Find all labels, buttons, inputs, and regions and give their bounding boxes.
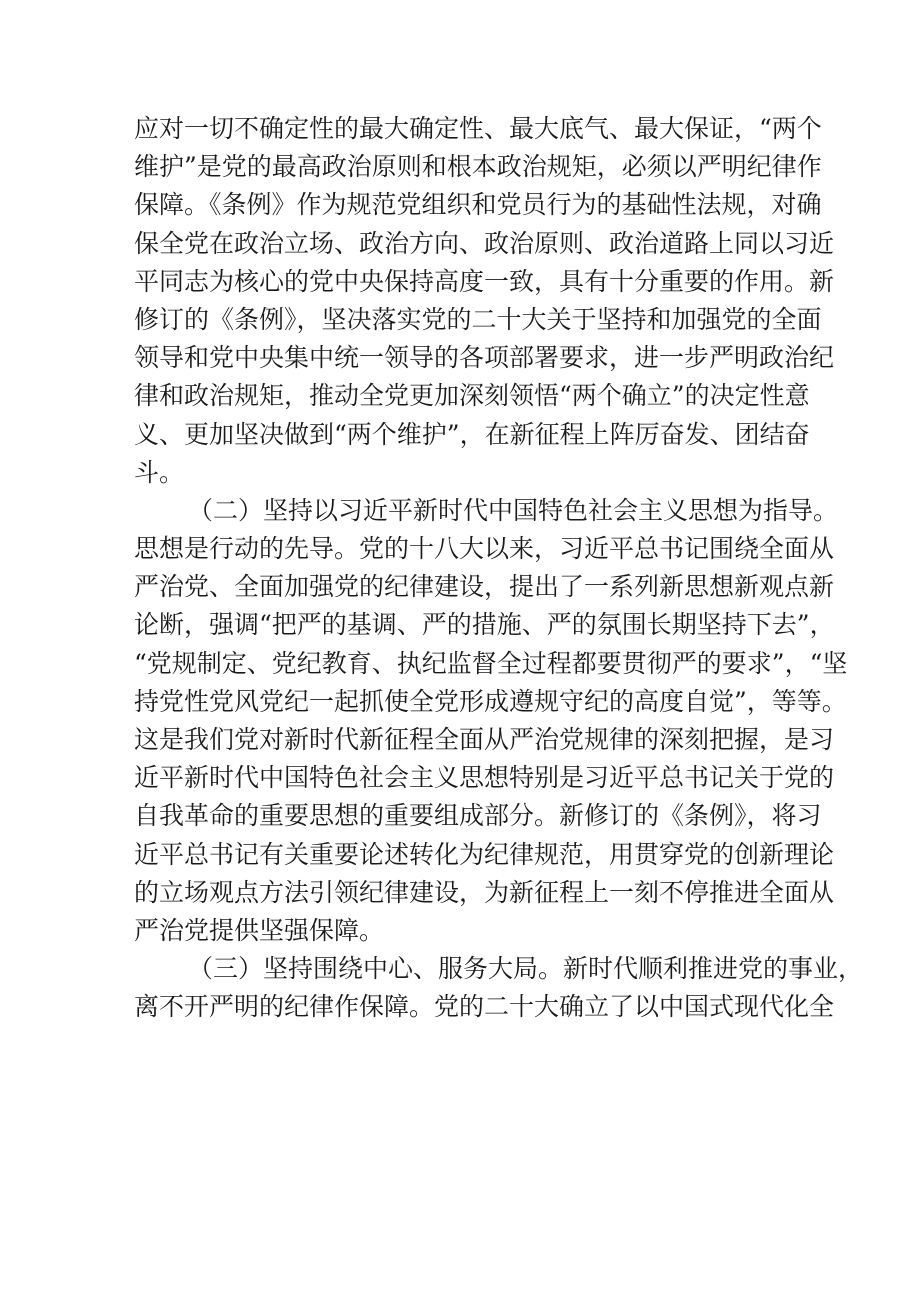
text-line: 修订的《条例》，坚决落实党的二十大关于坚持和加强党的全面 <box>134 304 822 334</box>
text-line: 义、更加坚决做到“两个维护”，在新征程上阵厉奋发、团结奋 <box>134 419 810 449</box>
text-line: 持党性党风党纪一起抓使全党形成遵规守纪的高度自觉”，等等。 <box>134 686 847 716</box>
section-heading-line: （二）坚持以习近平新时代中国特色社会主义思想为指导。 <box>188 495 839 525</box>
text-line: 斗。 <box>134 457 185 487</box>
text-line: 离不开严明的纪律作保障。党的二十大确立了以中国式现代化全 <box>134 992 835 1022</box>
text-line: 这是我们党对新时代新征程全面从严治党规律的深刻把握，是习 <box>134 725 835 754</box>
text-line: 应对一切不确定性的最大确定性、最大底气、最大保证，“两个 <box>134 114 822 143</box>
paragraph-2 <box>134 492 848 950</box>
text-line: 保全党在政治立场、政治方向、政治原则、政治道路上同以习近 <box>134 228 835 258</box>
text-line: 论断，强调“把严的基调、严的措施、严的氛围长期坚持下去”， <box>134 610 835 640</box>
text-line: 严治党、全面加强党的纪律建设，提出了一系列新思想新观点新 <box>134 572 835 602</box>
text-line: 思想是行动的先导。党的十八大以来，习近平总书记围绕全面从 <box>134 534 835 564</box>
paragraph-3 <box>134 950 864 1026</box>
text-line: 律和政治规矩，推动全党更加深刻领悟“两个确立”的决定性意 <box>134 381 810 411</box>
text-line: 自我革命的重要思想的重要组成部分。新修订的《条例》，将习 <box>134 801 822 831</box>
text-line: 维护”是党的最高政治原则和根本政治规矩，必须以严明纪律作 <box>134 152 822 182</box>
text-line: “党规制定、党纪教育、执纪监督全过程都要贯彻严的要求”，“坚 <box>134 648 848 678</box>
document-body <box>134 110 864 1027</box>
text-line: 领导和党中央集中统一领导的各项部署要求，进一步严明政治纪 <box>134 343 835 373</box>
text-line: 严治党提供坚强保障。 <box>134 915 385 945</box>
text-line: 近平新时代中国特色社会主义思想特别是习近平总书记关于党的 <box>134 763 835 793</box>
section-heading-line: （三）坚持围绕中心、服务大局。新时代顺利推进党的事业， <box>188 954 864 984</box>
text-line: 保障。《条例》作为规范党组织和党员行为的基础性法规，对确 <box>134 190 822 220</box>
text-line: 平同志为核心的党中央保持高度一致，具有十分重要的作用。新 <box>134 266 835 296</box>
paragraph-1 <box>134 110 835 492</box>
text-line: 的立场观点方法引领纪律建设，为新征程上一刻不停推进全面从 <box>134 877 835 907</box>
text-line: 近平总书记有关重要论述转化为纪律规范，用贯穿党的创新理论 <box>134 839 835 869</box>
